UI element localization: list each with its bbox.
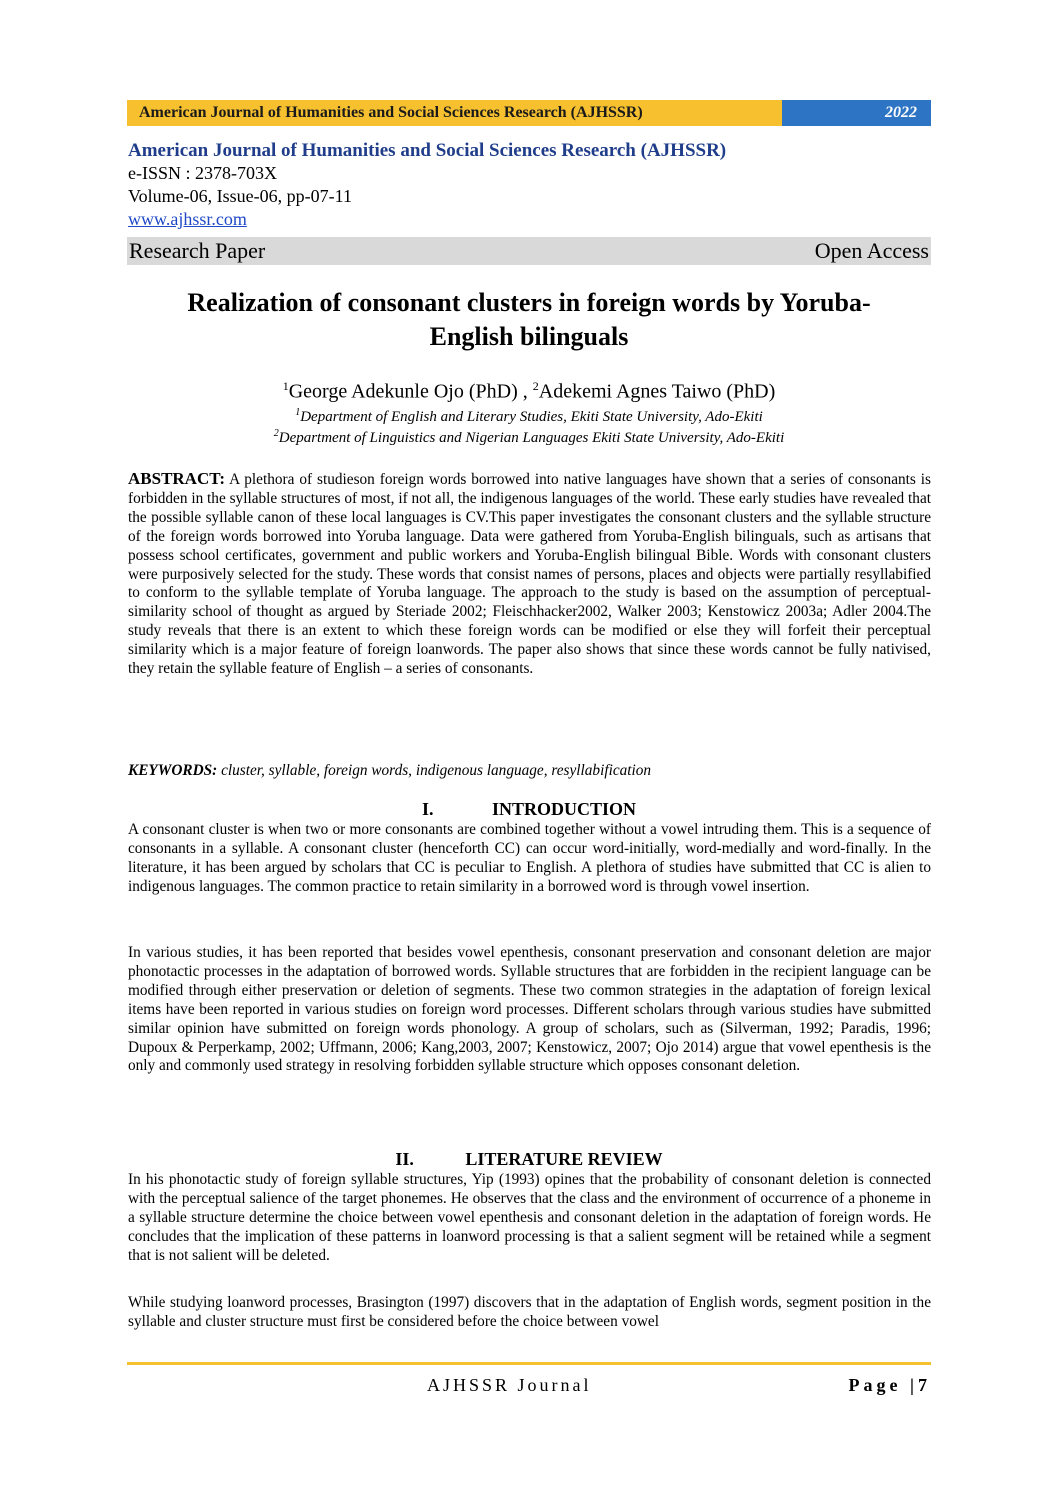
- intro-paragraph-2: In various studies, it has been reported that besides vowel epenthesis, consonant preservation and consonant deletion are major phonotactic processes in the adaptation of borrowed words. Syllable structures that are forbidden in the recipient language can be modified through either preservation or deletion of segments. These two common strategies in the adaptation of foreign lexical items have been reported in various studies on foreign word processes. Different scholars through various studies have submitted similar opinion have submitted on foreign words phonology. A group of scholars, such as (Silverman, 1992; Paradis, 1996; Dupoux & Perperkamp, 2002; Uffmann, 2006; Kang,2003, 2007; Kenstowicz, 2007; Ojo 2014) argue that vowel epenthesis is the only and commonly used strategy in resolving forbidden syllable structure which opposes consonant deletion.: [128, 944, 931, 1075]
- journal-title: American Journal of Humanities and Social Sciences Research (AJHSSR): [128, 140, 727, 161]
- access-type: Open Access: [814, 238, 929, 263]
- volume-info: Volume-06, Issue-06, pp-07-11: [128, 186, 352, 206]
- footer-page: [849, 1375, 931, 1396]
- journal-meta: [128, 139, 932, 231]
- footer-page-number: 7: [918, 1375, 931, 1395]
- litreview-paragraph-2: While studying loanword processes, Brasington (1997) discovers that in the adaptation of English words, segment position in the syllable and cluster structure must first be considered before the choice between vowel: [128, 1294, 931, 1330]
- affiliation-2: [127, 424, 931, 448]
- author-1: George Adekunle Ojo (PhD) ,: [288, 380, 528, 403]
- affiliation-2-text: Department of Linguistics and Nigerian Languages Ekiti State University, Ado-Ekiti: [278, 430, 785, 446]
- section-1-number: I.: [421, 799, 434, 819]
- section-heading-literature-review: [127, 1149, 931, 1170]
- issn: e-ISSN : 2378-703X: [128, 163, 277, 183]
- abstract-text: A plethora of studieson foreign words borrowed into native languages have shown that a series of consonants is forbidden in the syllable structures of most, if not all, the indigenous languages of the world. These early studies have revealed that the possible syllable canon of these local languages is CV.This paper investigates the consonant clusters and the syllable structure of the foreign words borrowed into Yoruba language. Data were gathered from Yoruba-English bilinguals, such as artisans that possess school certificates, government and public workers and Yoruba-English bilingual Bible. Words with consonant clusters were purposively selected for the study. These words that consist names of persons, places and objects were partially resyllabified to conform to the syllable template of Yoruba language. The approach to the study is based on the assumption of perceptual-similarity school of thought as argued by Steriade 2002; Fleischhacker2002, Walker 2003; Kenstowicz 2003a; Adler 2004.The study reveals that there is an extent to which these foreign words can be modified or else they will forfeit their perceptual similarity which is a major feature of foreign loanwords. The paper also shows that since these words cannot be fully nativised, they retain the syllable feature of English – a series of consonants.: [128, 471, 932, 678]
- footer-page-label: Page |: [848, 1375, 918, 1395]
- author-1-sup: 1: [282, 379, 289, 393]
- section-heading-introduction: [127, 799, 931, 820]
- running-header: [127, 100, 931, 126]
- paper-type: Research Paper: [129, 238, 266, 263]
- author-2-sup: 2: [532, 379, 539, 393]
- keywords-label: KEYWORDS:: [128, 762, 218, 779]
- section-2-number: II.: [395, 1149, 414, 1169]
- abstract: [128, 470, 931, 679]
- section-2-title: LITERATURE REVIEW: [465, 1149, 663, 1169]
- intro-paragraph-1: A consonant cluster is when two or more consonants are combined together without a vowel intruding them. This is a sequence of consonants in a syllable. A consonant cluster (henceforth CC) can occur word-initially, word-medially and word-finally. In the literature, it has been argued by scholars that CC is peculiar to English. A plethora of studies have submitted that CC is alien to indigenous languages. The common practice to retain similarity in a borrowed word is through vowel insertion.: [128, 821, 931, 895]
- keywords: [128, 762, 931, 780]
- footer-rule: [127, 1362, 931, 1365]
- footer-journal: AJHSSR Journal: [427, 1375, 592, 1395]
- running-header-journal: American Journal of Humanities and Social Sciences Research (AJHSSR): [127, 100, 782, 126]
- paper-type-bar: [127, 237, 931, 265]
- affiliation-2-sup: 2: [273, 428, 279, 439]
- keywords-text: cluster, syllable, foreign words, indigenous language, resyllabification: [217, 762, 652, 779]
- author-2: Adekemi Agnes Taiwo (PhD): [538, 380, 776, 403]
- litreview-paragraph-1: In his phonotactic study of foreign syllable structures, Yip (1993) opines that the probability of consonant deletion is connected with the perceptual salience of the target phonemes. He observes that the class and the environment of occurrence of a phoneme in a syllable structure determine the choice between vowel epenthesis and consonant deletion in the adaptation of foreign words. He concludes that the implication of these patterns in loanword processing is that a salient segment will be retained while a segment that is not salient will be deleted.: [128, 1171, 931, 1264]
- running-header-year: 2022: [782, 100, 931, 126]
- paper-title: [127, 286, 931, 354]
- title-line-1: Realization of consonant clusters in foreign words by Yoruba-: [187, 288, 871, 317]
- affiliation-1-sup: 1: [295, 407, 301, 418]
- authors: [127, 373, 931, 405]
- abstract-label: ABSTRACT:: [128, 469, 225, 488]
- section-1-title: INTRODUCTION: [491, 799, 637, 819]
- website-link[interactable]: www.ajhssr.com: [128, 209, 247, 229]
- title-line-2: English bilinguals: [429, 322, 629, 351]
- affiliation-1-text: Department of English and Literary Studies, Ekiti State University, Ado-Ekiti: [300, 409, 763, 425]
